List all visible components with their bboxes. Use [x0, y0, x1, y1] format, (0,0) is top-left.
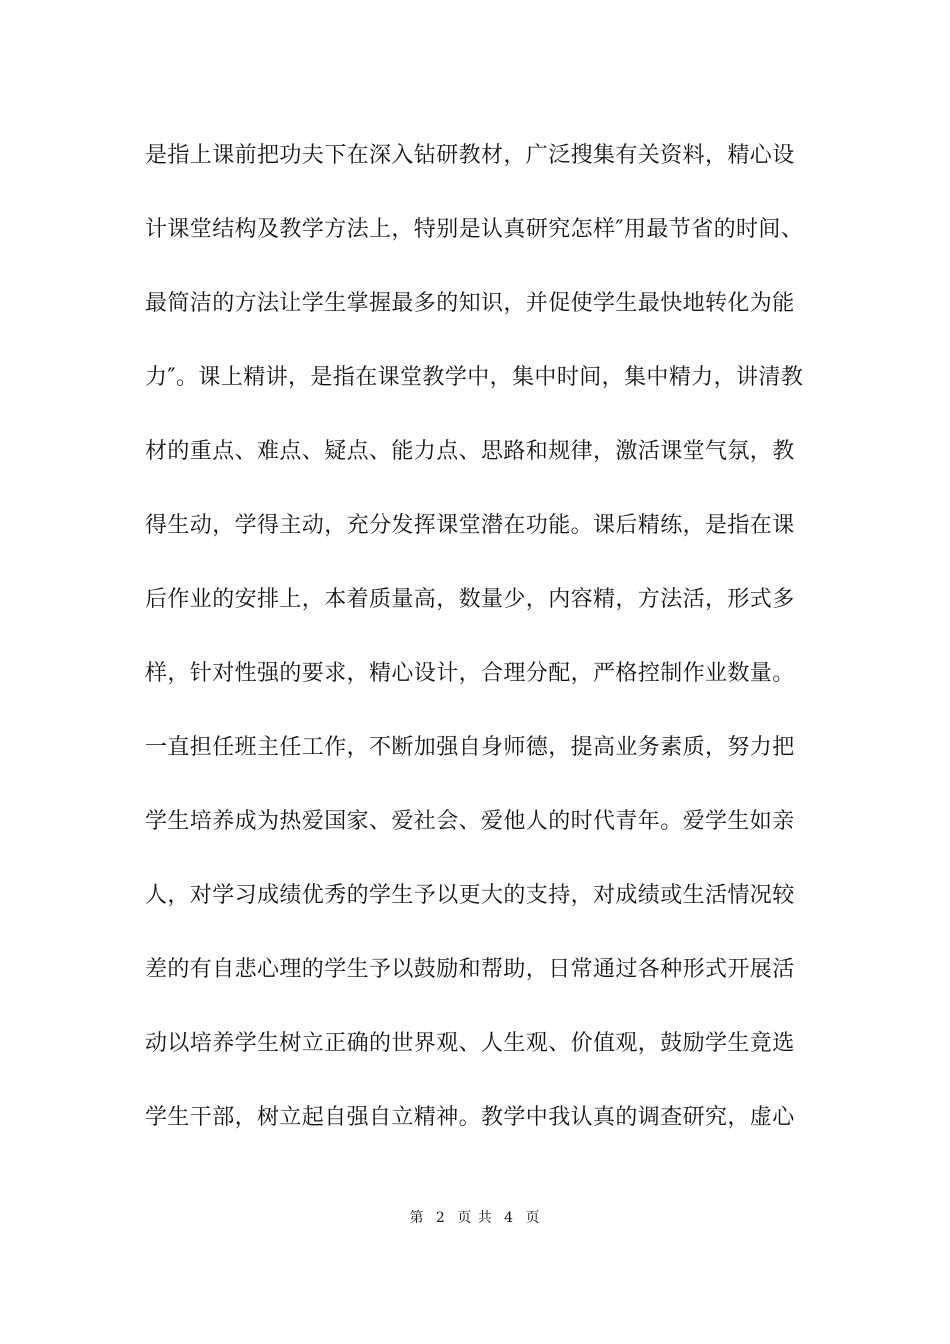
current-page-number: 2	[435, 1210, 446, 1226]
text-line-10: 学生培养成为热爱国家、爱社会、爱他人的时代青年。爱学生如亲	[145, 809, 795, 834]
text-line-8: 样，针对性强的要求，精心设计，合理分配，严格控制作业数量。	[145, 661, 795, 686]
text-line-4: 力″。课上精讲，是指在课堂教学中，集中时间，集中精力，讲清教	[145, 365, 804, 390]
page-label-prefix: 第	[409, 1210, 425, 1226]
page-footer	[0, 1208, 950, 1228]
text-line-11: 人，对学习成绩优秀的学生予以更大的支持，对成绩或生活情况较	[145, 883, 795, 908]
text-line-14: 学生干部，树立起自强自立精神。教学中我认真的调查研究，虚心	[145, 1105, 795, 1130]
text-line-7: 后作业的安排上，本着质量高，数量少，内容精，方法活，形式多	[145, 587, 795, 612]
text-line-5: 材的重点、难点、疑点、能力点、思路和规律，激活课堂气氛，教	[145, 439, 795, 464]
text-line-2: 计课堂结构及教学方法上，特别是认真研究怎样″用最节省的时间、	[145, 217, 804, 242]
text-line-3: 最简洁的方法让学生掌握最多的知识，并促使学生最快地转化为能	[145, 291, 795, 316]
text-line-1: 是指上课前把功夫下在深入钻研教材，广泛搜集有关资料，精心设	[145, 143, 795, 168]
body-text	[145, 131, 835, 1167]
page-label-mid: 页 共	[457, 1210, 493, 1226]
text-line-13: 动以培养学生树立正确的世界观、人生观、价值观，鼓励学生竟选	[145, 1031, 795, 1056]
text-line-6: 得生动，学得主动，充分发挥课堂潜在功能。课后精练，是指在课	[145, 513, 795, 538]
page-label-suffix: 页	[525, 1210, 541, 1226]
text-line-12: 差的有自悲心理的学生予以鼓励和帮助，日常通过各种形式开展活	[145, 957, 795, 982]
text-line-9: 一直担任班主任工作，不断加强自身师德，提高业务素质，努力把	[145, 735, 795, 760]
total-page-count: 4	[504, 1210, 515, 1226]
